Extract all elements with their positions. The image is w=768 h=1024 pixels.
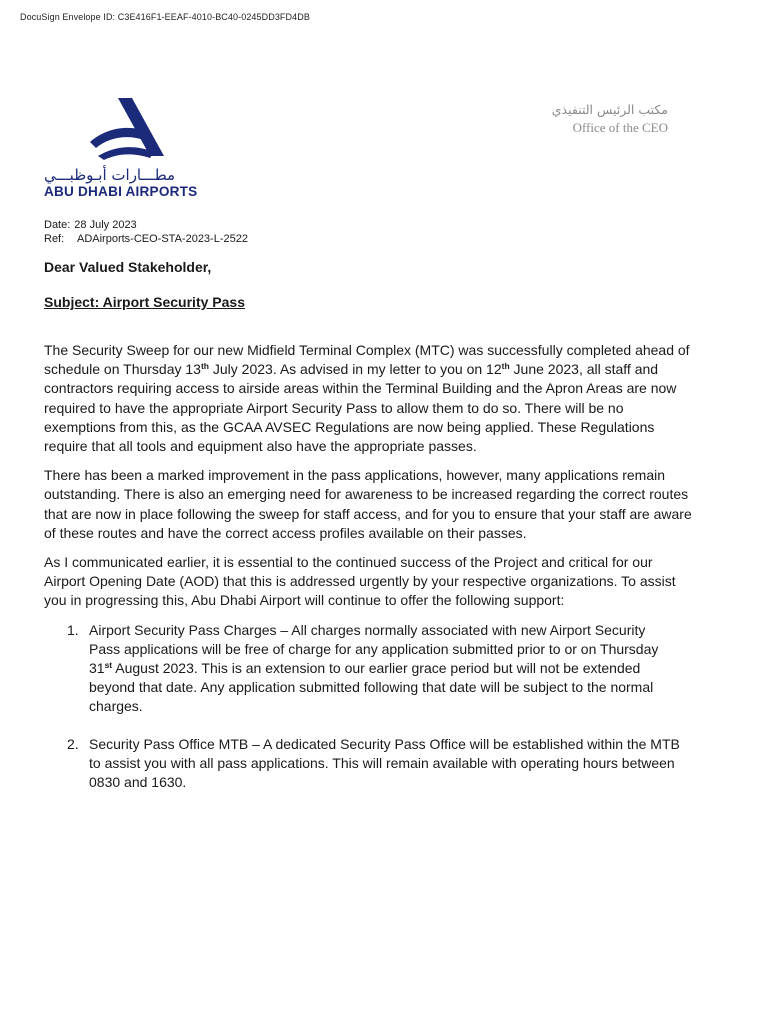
office-english-label: Office of the CEO (572, 120, 668, 135)
list-item-text: Security Pass Office MTB – A dedicated Security Pass Office will be established within the MTB to assist you with all pass applications. This will remain available with operating hours between 0830 and 1630. (89, 735, 680, 791)
list-item-number: 1. (67, 621, 79, 638)
list-item (44, 735, 692, 793)
item1-text-b: August 2023. This is an extension to our earlier grace period but will not be extended beyond that date. Any application submitted following that date will be subject to the normal charges. (89, 660, 654, 715)
letter-body (44, 341, 692, 810)
ref-label: Ref: (44, 232, 65, 245)
letter-meta (44, 219, 248, 246)
docusign-envelope-id: DocuSign Envelope ID: C3E416F1-EEAF-4010-BC40-0245DD3FD4DB (20, 12, 310, 22)
ref-value: ADAirports-CEO-STA-2023-L-2522 (77, 232, 248, 245)
list-item (44, 621, 692, 717)
item1-text-a: Airport Security Pass Charges – All charges normally associated with new Airport Security Pass applications will be free of charge for any application submitted prior to or on Thursday 31 (89, 621, 659, 677)
office-of-ceo-header (552, 101, 668, 137)
p1-sup-1: th (200, 361, 209, 372)
p1-sup-2: th (501, 361, 510, 372)
logo-arabic-name: مطـــارات أبـوظبـــي (44, 166, 176, 184)
subject-line: Subject: Airport Security Pass (44, 294, 245, 310)
airports-logo-mark-icon (88, 98, 168, 160)
office-arabic-label: مكتب الرئيس التنفيذي (551, 102, 668, 117)
paragraph-security-sweep (44, 341, 692, 456)
list-item-text (89, 621, 692, 717)
p1-text-b: July 2023. As advised in my letter to you on 12 (209, 361, 502, 378)
date-value: 28 July 2023 (74, 219, 137, 231)
date-row (44, 219, 248, 233)
item1-sup: st (104, 660, 113, 671)
salutation: Dear Valued Stakeholder, (44, 259, 212, 275)
list-item-number: 2. (67, 735, 79, 752)
date-label: Date: (44, 219, 71, 231)
paragraph-pass-applications: There has been a marked improvement in the pass applications, however, many applications remain outstanding. There is also an emerging need for awareness to be increased regarding the correct routes that are now in place following the sweep for staff access, and for you to ensure that your staff are aware of these routes and have the correct access profiles available on their passes. (44, 467, 692, 541)
paragraph-support-intro: As I communicated earlier, it is essential to the continued success of the Project and critical for our Airport Opening Date (AOD) that this is addressed urgently by your respective organizations. To assist you in progressing this, Abu Dhabi Airport will continue to offer the following support: (44, 554, 676, 609)
abu-dhabi-airports-logo (44, 98, 214, 200)
logo-english-name: ABU DHABI AIRPORTS (44, 184, 198, 199)
p1-text-a: The Security Sweep for our new Midfield Terminal Complex (MTC) was successfully completed ahead of schedule on Thursday 13 (44, 342, 690, 378)
ref-row (44, 233, 248, 247)
support-list (44, 621, 692, 793)
p1-text-c: June 2023, all staff and contractors requiring access to airside areas within the Terminal Building and the Apron Areas are now required to have the appropriate Airport Security Pass to allow them to do so. There will be no exemptions from this, as the GCAA AVSEC Regulations are now being applied. These Regulations require that all tools and equipment also have the appropriate passes. (44, 361, 677, 455)
